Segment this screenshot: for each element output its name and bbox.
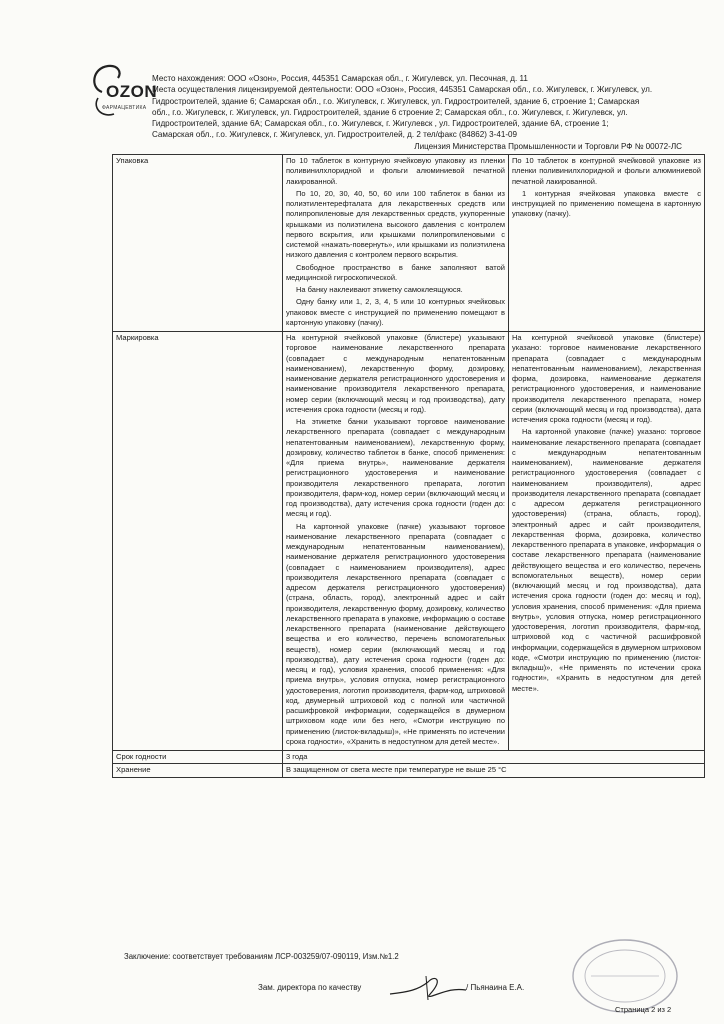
handwritten-signature-icon xyxy=(388,972,468,1002)
paragraph: На банку наклеивают этикетку самоклеящуюся. xyxy=(296,285,463,294)
specification-table xyxy=(112,154,705,778)
paragraph: По 10 таблеток в контурную ячейковую упаковку из пленки поливинилхлоридной и фольги алюминиевой печатной лакированной. xyxy=(286,156,505,186)
signature-label: Зам. директора по качеству xyxy=(258,983,362,992)
header-line: Гидростроителей, здание 6А; Самарская обл., г.о. Жигулевск, г. Жигулевск , ул. Гидростроителей, здание 6А, строение 1; xyxy=(152,119,609,129)
table-row xyxy=(113,764,705,777)
paragraph: По 10 таблеток в контурной ячейковой упаковке из пленки поливинилхлоридной и фольги алюминиевой печатной лакированной. xyxy=(512,156,701,186)
header-line: Гидростроителей, здание 6; Самарская обл., г.о. Жигулевск, г. Жигулевск, ул. Гидростроителей, здание 6, строение 1; Самарская xyxy=(152,96,640,106)
company-header xyxy=(152,73,700,152)
header-line: обл., г.о. Жигулевск, г. Жигулевск, ул. Гидростроителей, здание 6 строение 2; Самарская обл., г.о. Жигулевск, г. Жигулевск, ул. xyxy=(152,107,628,117)
marking-text-current xyxy=(283,332,509,751)
conclusion-text: Заключение: соответствует требованиям ЛСР-003259/07-090119, Изм.№1.2 xyxy=(124,952,399,961)
company-logo xyxy=(88,58,158,124)
row-label-storage: Хранение xyxy=(113,764,283,777)
paragraph: Одну банку или 1, 2, 3, 4, 5 или 10 контурных ячейковых упаковок вместе с инструкцией по применению помещают в картонную упаковку (пачку). xyxy=(286,297,505,327)
header-line: Места осуществления лицензируемой деятельности: ООО «Озон», Россия, 445351 Самарская обл., г.о. Жигулевск, г. Жигулевск, ул. xyxy=(152,85,653,95)
paragraph: По 10, 20, 30, 40, 50, 60 или 100 таблеток в банки из полиэтилентерефталата для лекарственных средств или полипропиленовые для лекарственных средств, укупоренные крышками из полиэтилена высокого давления с контролем первого вскрытия, или крышками полипропиленовыми с системой «нажать-повернуть», или крышками из полиэтилена низкого давления с контролем первого вскрытия. xyxy=(286,188,505,260)
row-label-marking: Маркировка xyxy=(113,332,283,751)
row-label-shelf-life: Срок годности xyxy=(113,751,283,764)
marking-text-proposed xyxy=(509,332,705,751)
paragraph: На этикетке банки указывают торговое наименование лекарственного препарата (совпадает с международным непатентованным наименованием), лекарственную форму, дозировку, количество таблеток в банке, способ применения: «Для приема внутрь», наименование держателя регистрационного удостоверения и наименование производителя лекарственного препарата, логотип производителя, фарм-код, номер серии (включающий месяц и год производства), дату истечения срока годности (годен до: месяц и год). xyxy=(286,417,505,519)
signature-name: / Пьянаина Е.А. xyxy=(466,983,525,992)
table-row xyxy=(113,332,705,751)
page-number: Страница 2 из 2 xyxy=(615,1005,672,1014)
packaging-text-proposed xyxy=(509,155,705,332)
paragraph: Свободное пространство в банке заполняют ватой медицинской гигроскопической. xyxy=(286,262,505,282)
header-line: Место нахождения: ООО «Озон», Россия, 445351 Самарская обл., г. Жигулевск, ул. Песочная, д. 11 xyxy=(152,74,528,83)
packaging-text-current xyxy=(283,155,509,332)
round-stamp-icon xyxy=(555,918,685,1018)
shelf-life-value: 3 года xyxy=(283,751,705,764)
paragraph: На контурной ячейковой упаковке (блистере) указано: торговое наименование лекарственного препарата (совпадает с международным непатентованным наименованием), лекарственная форма, дозировка, наименование держателя регистрационного удостоверения, и наименование производителя лекарственного препарата, номер серии (включающий месяц и год производства), дата истечения срока годности (месяц и год). xyxy=(512,333,701,424)
paragraph: 1 контурная ячейковая упаковка вместе с инструкцией по применению помещена в картонную упаковку (пачку). xyxy=(512,188,701,219)
paragraph: На картонной упаковке (пачке) указано: торговое наименование лекарственного препарата (совпадает с международным непатентованным наименованием), наименование держателя регистрационного удостоверения (совпадает с наименованием производителя), адрес производителя лекарственного препарата (совпадает с адресом держателя регистрационного удостоверения) (страна, область, город), электронный адрес и сайт производителя, лекарственная форма, дозировка, количество лекарственного препарата в упаковке, информация о составе лекарственного препарата (наименование действующего вещества и его количество, перечень вспомогательных веществ), номер серии (включающий месяц и год производства), дата истечения срока годности (годен до: месяц и год), условия хранения, способ применения: «Для приема внутрь», условия отпуска, номер регистрационного удостоверения, логотип производителя, фарм-код, штриховой код с частичной расшифровкой информации, содержащейся в двумерном штриховом коде, «Смотри инструкцию по применению (листок-вкладыш)», «Не применять по истечении срока годности», «Хранить в недоступном для детей месте». xyxy=(512,427,701,693)
row-label-packaging: Упаковка xyxy=(113,155,283,332)
table-row xyxy=(113,155,705,332)
header-line: Самарская обл., г.о. Жигулевск, г. Жигулевск, ул. Гидростроителей, д. 2 тел/факс (84862) 3-41-09 xyxy=(152,130,518,140)
storage-value: В защищенном от света месте при температуре не выше 25 °С xyxy=(283,764,705,777)
logo-text: OZON xyxy=(106,82,158,101)
paragraph: На контурной ячейковой упаковке (блистере) указывают торговое наименование лекарственного препарата (совпадает с международным непатентованным наименованием), лекарственную форму, дозировку, наименование держателя регистрационного удостоверения и наименование производителя лекарственного препарата, номер серии (включающий месяц и год производства), дату истечения срока годности (месяц и год). xyxy=(286,333,505,414)
logo-subtitle: ФАРМАЦЕВТИКА xyxy=(102,105,147,111)
table-row xyxy=(113,751,705,764)
license-line: Лицензия Министерства Промышленности и Торговли РФ № 00072-ЛС xyxy=(414,141,682,151)
paragraph: На картонной упаковке (пачке) указывают торговое наименование лекарственного препарата (совпадает с международным непатентованным наименованием), наименование держателя регистрационного удостоверения (совпадает с наименованием производителя), адрес производителя лекарственного препарата (совпадает с адресом держателя регистрационного удостоверения) (страна, область, город), электронный адрес и сайт производителя, лекарственную форму, дозировку, количество лекарственного препарата в упаковке, информацию о составе лекарственного препарата (наименование действующего вещества и его количество, перечень вспомогательных веществ), номер серии (включающий месяц и год производства), дату истечения срока годности (годен до: месяц и год), условия хранения, способ применения: «Для приема внутрь», условия отпуска, номер регистрационного удостоверения, логотип производителя, фарм-код, штриховой код, двумерный штриховой код с полной или частичной расшифровкой информации, содержащейся в двумерном штриховом коде или без него, «Смотри инструкцию по применению (листок-вкладыш)», «Не применять по истечении срока годности», «Хранить в недоступном для детей месте». xyxy=(286,521,505,746)
